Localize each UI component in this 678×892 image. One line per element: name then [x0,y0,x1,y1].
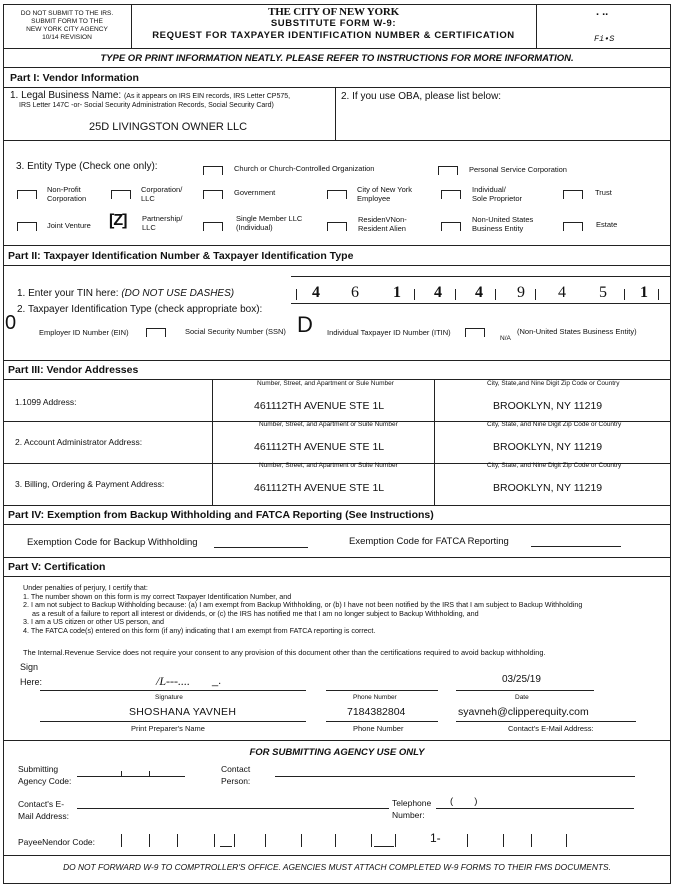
address-label-1099: 1.1099 Address: [15,397,77,407]
non-us-entity-label: (Non-United States Business Entity) [517,327,637,336]
ein-label: Employer ID Number (EIN) [39,328,129,337]
rule [3,67,671,68]
corporation-checkbox[interactable] [111,190,131,199]
agency-code-field[interactable] [77,765,185,777]
instructions-banner: TYPE OR PRINT INFORMATION NEATLY. PLEASE REFER TO INSTRUCTIONS FOR MORE INFORMATION. [100,53,574,64]
agency-code-tick [149,771,150,777]
payee-tick [265,834,266,847]
payee-tick [149,834,150,847]
individual-label: Individual/ Sole Proprietor [472,185,523,203]
legal-name-label: 1. Legal Business Name: (As it appears on IRS EIN records, IRS Letter CP575, [10,90,291,101]
email-caption: Contact's E-Mail Address: [508,724,594,733]
tin-divider [495,289,496,300]
city-name: THE CITY OF NEW YORK [268,6,399,18]
tin-divider [414,289,415,300]
rule [3,48,671,49]
street-value-billing[interactable]: 461112TH AVENUE STE 1L [254,482,385,494]
itin-label: Individual Taxpayer ID Number (ITIN) [327,328,451,337]
estate-label: Estate [596,220,618,229]
signature-caption: Signature [155,694,183,701]
tin-digit[interactable]: 4 [475,284,483,301]
tin-digit[interactable]: 6 [351,284,359,301]
single-member-checkbox[interactable] [203,222,223,231]
rule [434,379,435,505]
nonprofit-checkbox[interactable] [17,190,37,199]
do-not-submit-note: DO NOT SUBMIT TO THE IRS. SUBMIT FORM TO THE NEW YORK CITY AGENCY 10/14 REVISION [20,10,114,41]
tin-divider [624,289,625,300]
rule [291,303,671,304]
tin-digit[interactable]: 1 [640,284,648,301]
partnership-label: Partnership/ LLC [142,214,183,232]
city-value-1099[interactable]: BROOKLYN, NY 11219 [493,400,603,412]
part2-title: Part II: Taxpayer Identification Number & Taxpayer Identification Type [8,250,354,262]
city-caption: City, State,and Nine Digit Zip Code or Country [487,380,620,387]
phone-value[interactable]: 7184382804 [347,706,406,718]
payee-tick [234,834,235,847]
payee-tick [335,834,336,847]
resident-alien-checkbox[interactable] [327,222,347,231]
joint-venture-label: Joint Venture [47,221,91,230]
rule [326,690,438,691]
estate-checkbox[interactable] [563,222,583,231]
phone-caption-top: Phone Number [353,694,397,701]
tin-digit[interactable]: 5 [599,284,607,301]
payee-tick [467,834,468,847]
legal-name-value[interactable]: 25D LIVINGSTON OWNER LLC [89,121,248,133]
na-label: N/A [500,335,511,342]
trust-label: Trust [595,188,612,197]
payee-tick [371,834,372,847]
tin-digit[interactable]: 4 [312,284,320,301]
payee-tick [395,834,396,847]
church-label: Church or Church-Controlled Organization [234,164,375,173]
agency-use-title: FOR SUBMITTING AGENCY USE ONLY [249,747,425,758]
city-employee-label: City of New York Employee [357,185,413,203]
preparer-name-caption: Print Preparer's Name [131,724,205,733]
part3-title: Part III: Vendor Addresses [8,364,139,376]
ssn-label: Social Security Number (SSN) [185,327,286,336]
fatca-field[interactable] [531,535,621,547]
contact-email-field[interactable] [77,797,389,809]
rule [40,721,306,722]
contact-person-label: Contact Person: [221,764,251,786]
street-caption: Number, Street, and Apartment or Sule Number [257,380,394,387]
agency-code-label: Submitting Agency Code: [18,764,72,786]
street-caption: Number, Street, and Apartment or Suite Number [259,462,398,469]
certification-text: Under penalties of perjury, I certify that: 1. The number shown on this form is my correct Taxpayer Identification Number, and 2. I am not subject to Backup Withholding because: (a) I am exempt from Backup Withholding, or (b) I have not been notified by the IRS that I am subject to Backup Withholding as a result of a failure to report all interest or dividends, or (c) the IRS has notified me that I am no longer subject to Backup Withholding, and 3. I am a US citizen or other US person, and 4. The FATCA code(s) entered on this form (if any) indicating that I am exempt from FATCA reporting is correct. [23,583,583,635]
government-label: Government [234,188,276,197]
payee-tick [177,834,178,847]
rule [456,721,636,722]
part4-title: Part IV: Exemption from Backup Withholding and FATCA Reporting (See Instructions) [8,509,434,521]
here-label: Here: [20,677,43,687]
payee-underline [374,846,394,847]
entity-type-label: 3. Entity Type (Check one only): [16,161,158,172]
rule [291,276,671,277]
agency-code-tick [121,771,122,777]
sign-label: Sign [20,662,39,672]
irs-consent-note: The Internal.Revenue Service does not require your consent to any provision of this document other than the certifications required to avoid backup withholding. [23,648,546,657]
city-value-billing[interactable]: BROOKLYN, NY 11219 [493,482,603,494]
form-title: REQUEST FOR TAXPAYER IDENTIFICATION NUMBER & CERTIFICATION [152,30,515,41]
legal-name-note-2: IRS Letter 147C -or- Social Security Administration Records, Social Security Card) [19,102,274,109]
form-header-title [131,6,536,42]
payee-underline [220,846,232,847]
tin-divider [296,289,297,300]
rule [3,505,671,506]
non-us-checkbox[interactable] [441,222,461,231]
tin-note: (DO NOT USE DASHES) [121,288,235,299]
non-us-label: Non-United States Business Entity [472,215,534,233]
tin-divider [455,289,456,300]
city-employee-checkbox[interactable] [327,190,347,199]
tin-divider [535,289,536,300]
rule [40,690,306,691]
rule [335,87,336,140]
street-value-admin[interactable]: 461112TH AVENUE STE 1L [254,441,385,453]
payee-tick [566,834,567,847]
legal-name-note: (As it appears on IRS EIN records, IRS Letter CP575, [123,93,291,100]
street-value-1099[interactable]: 461112TH AVENUE STE 1L [254,400,385,412]
joint-venture-checkbox[interactable] [17,222,37,231]
partnership-checkbox-mark[interactable]: [Z] [109,212,127,229]
rule [3,524,671,525]
date-caption: Date [515,694,529,701]
itin-checkbox[interactable] [465,328,485,337]
nonprofit-label: Non-Profit Corporation [47,185,87,203]
contact-email-label: Contact's E- Mail Address: [18,799,70,821]
personal-service-label: Personal Service Corporation [469,165,567,174]
rule [456,690,594,691]
street-caption: Number, Street, and Apartment or Suite Number [259,421,398,428]
government-checkbox[interactable] [203,190,223,199]
rule [326,721,438,722]
email-value[interactable]: syavneh@clipperequity.com [458,706,589,718]
rule [3,360,671,361]
signature-scribble: _. [212,675,222,687]
rule [3,265,671,266]
backup-withholding-label: Exemption Code for Backup Withholding [27,537,198,548]
contact-person-field[interactable] [275,765,635,777]
rule [3,140,671,141]
city-value-admin[interactable]: BROOKLYN, NY 11219 [493,441,603,453]
payee-tick [121,834,122,847]
oba-label: 2. If you use OBA, please list below: [341,91,502,102]
part5-title: Part V: Certification [8,561,106,573]
single-member-label: Single Member LLC (Individual) [236,214,303,232]
address-label-admin: 2. Account Administrator Address: [15,437,143,447]
rule [3,576,671,577]
corner-mark: Fi•S [594,34,615,44]
form-name: SUBSTITUTE FORM W-9: [270,18,397,29]
ein-checkbox-mark[interactable]: 0 [5,312,17,334]
rule [3,87,671,88]
payee-tick [531,834,532,847]
payee-tick [214,834,215,847]
tin-type-label: 2. Taxpayer Identification Type (check appropriate box): [17,304,263,315]
part1-title: Part I: Vendor Information [10,72,139,84]
address-label-billing: 3. Billing, Ordering & Payment Address: [15,479,165,489]
payee-mark: 1- [430,831,441,845]
phone-caption: Phone Number [353,724,404,733]
ein-checkbox[interactable] [146,328,166,337]
telephone-area-code: ( ) [450,796,478,807]
payee-code-label: PayeeNendor Code: [18,837,96,847]
rule [3,245,671,246]
tin-digit[interactable]: 1 [393,284,401,301]
tin-digit[interactable]: 9 [517,284,525,301]
rule [3,557,671,558]
signature[interactable]: /L---.... [156,674,190,688]
payee-tick [301,834,302,847]
corner-dots: . .. [596,6,609,18]
date-value[interactable]: 03/25/19 [502,674,541,685]
telephone-label: Telephone Number: [392,798,432,820]
footer-notice: DO NOT FORWARD W-9 TO COMPTROLLER'S OFFICE. AGENCIES MUST ATTACH COMPLETED W-9 FORMS TO THEIR FMS DOCUMENTS. [63,862,611,872]
tin-digit[interactable]: 4 [434,284,442,301]
rule [3,740,671,741]
backup-withholding-field[interactable] [214,536,308,548]
individual-checkbox[interactable] [441,190,461,199]
city-caption: City, State, and Nine Digit Zip Code or Country [487,462,622,469]
rule [3,855,671,856]
tin-divider [658,289,659,300]
telephone-field[interactable] [436,797,634,809]
fatca-label: Exemption Code for FATCA Reporting [349,536,509,547]
corporation-label: Corporation/ LLC [141,185,183,203]
rule [212,379,213,505]
tin-digit[interactable]: 4 [558,284,566,301]
payee-tick [503,834,504,847]
header-divider-right [536,4,537,48]
ssn-checkbox-mark[interactable]: D [297,312,313,337]
city-caption: City, State, and Nine Digit Zip Code or Country [487,421,622,428]
trust-checkbox[interactable] [563,190,583,199]
preparer-name-value[interactable]: SHOSHANA YAVNEH [129,706,237,718]
resident-alien-label: ResidenVNon- Resident Alien [358,215,407,233]
personal-service-checkbox[interactable] [438,166,458,175]
tin-label: 1. Enter your TIN here: (DO NOT USE DASHES) [17,288,235,299]
church-checkbox[interactable] [203,166,223,175]
